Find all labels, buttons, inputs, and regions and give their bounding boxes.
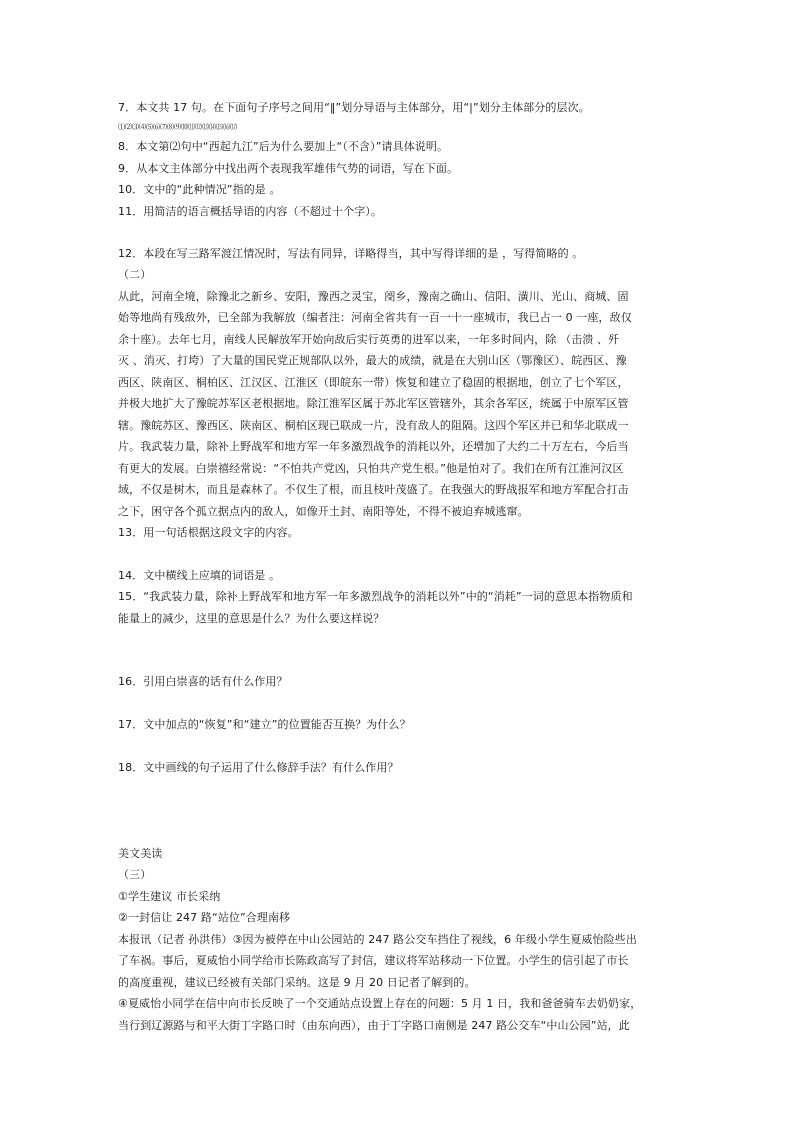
passage-line: 片。我武装力量，除补上野战军和地方军一年多激烈战争的消耗以外，还增加了大约二十万左右，今后当 xyxy=(118,440,629,453)
passage-line: 有更大的发展。白崇禧经常说：“不怕共产党凶，只怕共产党生根。”他是怕对了。我们在所有江淮河汉区 xyxy=(118,462,624,475)
question-18: 18．文中画线的句子运用了什么修辞手法？有什么作用？ xyxy=(118,761,399,774)
question-13: 13．用一句话根据这段文字的内容。 xyxy=(118,526,299,539)
question-12: 12．本段在写三路军渡江情况时，写法有同异，详略得当，其中写得详细的是 ，写得简略的 。 xyxy=(118,247,584,260)
section-3-category: 美文美读 xyxy=(118,847,163,860)
article-line: 当行到辽源路与和平大街丁字路口时（由东向西），由于丁字路口南侧是 247 路公交车“中山公园”站，此 xyxy=(118,1019,630,1032)
question-14: 14．文中横线上应填的词语是 。 xyxy=(118,569,281,582)
passage-line: 从此，河南全境，除豫北之新乡、安阳，豫西之灵宝，阌乡，豫南之确山、信阳、潢川、光山、商城、固 xyxy=(118,290,629,303)
article-title-1: ①学生建议 市长采纳 xyxy=(118,890,221,903)
passage-line: 始等地尚有残敌外，已全部为我解放（编者注：河南全省共有一百一十一座城市，我已占一 0 一座，敌仅 xyxy=(118,311,632,324)
passage-line: 余十座）。去年七月，南线人民解放军开始向敌后实行英勇的进军以来，一年多时间内，除 （击溃 、歼 xyxy=(118,333,620,346)
article-title-2: ②一封信让 247 路“站位”合理南移 xyxy=(118,911,291,924)
passage-line: 并极大地扩大了豫皖苏军区老根据地。除江淮军区属于苏北军区管辖外，其余各军区，统属于中原军区管 xyxy=(118,397,629,410)
passage-line: 域，不仅是树木，而且是森林了。不仅生了根，而且枝叶茂盛了。在我强大的野战报军和地方军配合打击 xyxy=(118,483,629,496)
question-7: 7．本文共 17 句。在下面句子序号之间用“‖”划分导语与主体部分，用“|”划分主体部分的层次。 xyxy=(118,101,590,114)
article-line: 了车祸。事后，夏威怡小同学给市长陈政高写了封信，建议将军站移动一下位置。小学生的信引起了市长 xyxy=(118,954,629,967)
passage-line: 之下，困守各个孤立据点内的敌人，如像开土封、南阳等处，不得不被迫弃城逃窜。 xyxy=(118,505,529,518)
question-9: 9．从本文主体部分中找出两个表现我军雄伟气势的词语，写在下面。 xyxy=(118,162,459,175)
article-line: ④夏威怡小同学在信中向市长反映了一个交通站点设置上存在的问题：5 月 1 日，我和爸爸骑车去奶奶家， xyxy=(118,997,642,1010)
question-17: 17．文中加点的“恢复”和“建立”的位置能否互换？为什么？ xyxy=(118,718,411,731)
passage-line: 辖。豫皖苏区、豫西区、陕南区、桐柏区现已联成一片，没有敌人的阻隔。这四个军区并已和华北联成一 xyxy=(118,419,629,432)
question-15-line-2: 能量上的减少，这里的意思是什么？为什么要这样说？ xyxy=(118,612,385,625)
sentence-number-sequence: ⑴⑵⑶⑷⑸⑹⑺⑻⑼⑽⑾⑿⒀⒁⒂⒃⒄ xyxy=(118,123,237,131)
question-16: 16．引用白崇喜的话有什么作用？ xyxy=(118,675,288,688)
passage-line: 西区、陕南区、桐柏区、江汉区、江淮区（即皖东一带）恢复和建立了稳固的根据地，创立了七个军区， xyxy=(118,376,629,389)
passage-line: 灭 、消灭、打垮）了大量的国民党正规部队以外，最大的成绩，就是在大别山区（鄂豫区）、皖西区、豫 xyxy=(118,354,627,367)
article-line: 的高度重视，建议已经被有关部门采纳。这是 9 月 20 日记者了解到的。 xyxy=(118,976,476,989)
section-3-heading: （三） xyxy=(118,868,152,881)
section-2-heading: （二） xyxy=(118,268,152,281)
question-11: 11．用简洁的语言概括导语的内容（不超过十个字）。 xyxy=(118,205,382,218)
question-10: 10．文中的“此种情况”指的是 。 xyxy=(118,183,281,196)
question-8: 8．本文第⑵句中“西起九江”后为什么要加上“（不含）”请具体说明。 xyxy=(118,140,449,153)
question-15-line-1: 15．“我武装力量，除补上野战军和地方军一年多激烈战争的消耗以外”中的“消耗”一词的意思本指物质和 xyxy=(118,590,633,603)
article-line: 本报讯（记者 孙洪伟）③因为被停在中山公园站的 247 路公交车挡住了视线，6 年级小学生夏威怡险些出 xyxy=(118,933,637,946)
